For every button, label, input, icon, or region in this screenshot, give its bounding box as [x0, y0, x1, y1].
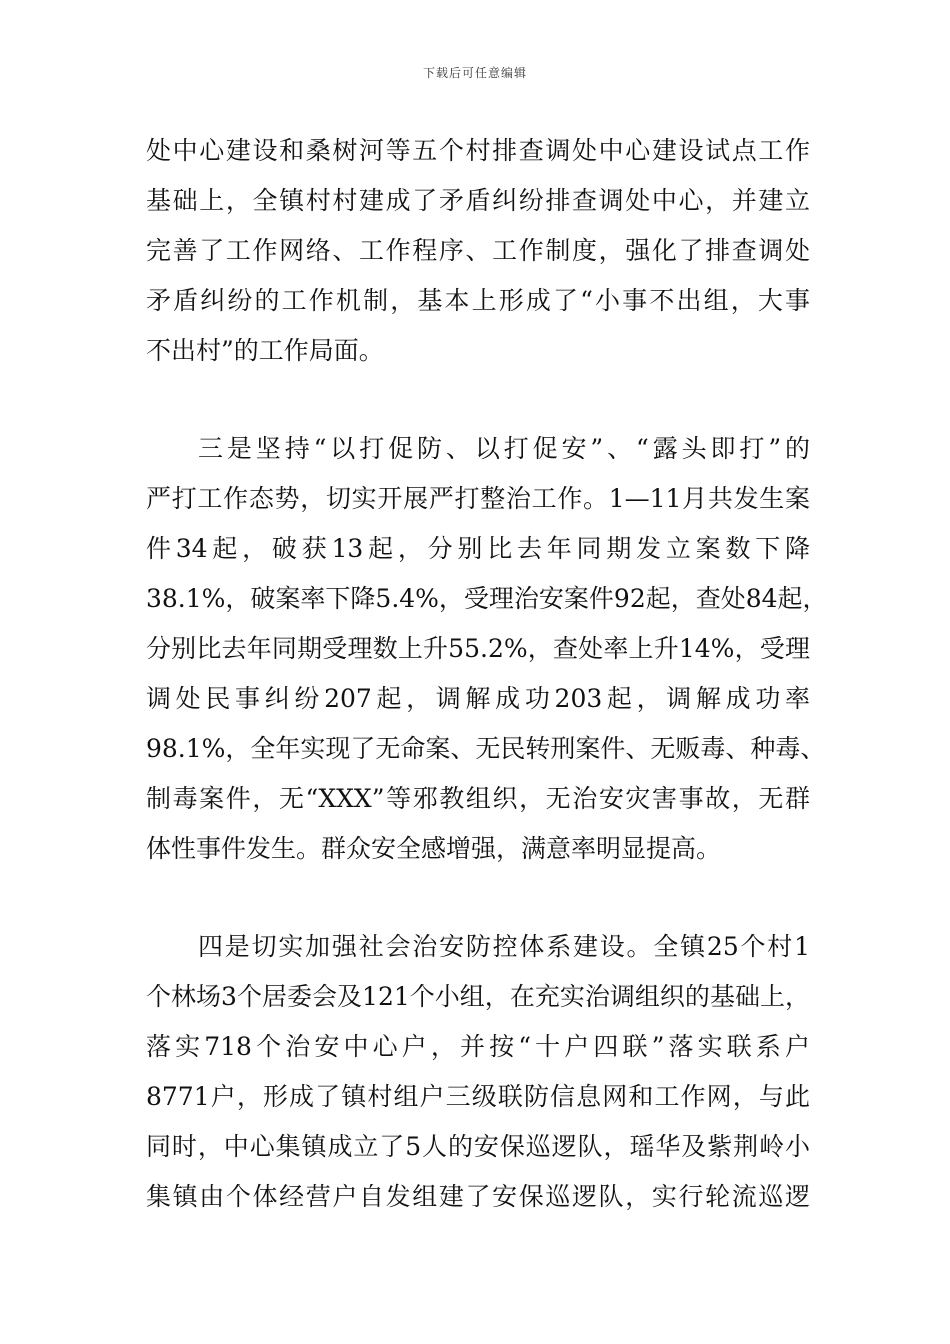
text-line: 体性事件发生。群众安全感增强，满意率明显提高。 — [146, 834, 722, 863]
text-line: 矛盾纠纷的工作机制，基本上形成了“小事不出组，大事 — [146, 286, 810, 315]
text-line: 分别比去年同期受理数上升55.2%，查处率上升14%，受理 — [146, 634, 810, 663]
text-line: 落实718个治安中心户，并按“十户四联”落实联系户 — [146, 1032, 810, 1061]
text-line: 基础上，全镇村村建成了矛盾纠纷排查调处中心，并建立 — [146, 186, 810, 215]
text-line: 完善了工作网络、工作程序、工作制度，强化了排查调处 — [146, 236, 810, 265]
text-line: 集镇由个体经营户自发组建了安保巡逻队，实行轮流巡逻 — [146, 1182, 810, 1211]
paragraph — [146, 424, 828, 874]
paragraph — [146, 126, 810, 376]
paragraph — [146, 922, 810, 1222]
text-line: 38.1%，破案率下降5.4%，受理治安案件92起，查处84起， — [146, 584, 828, 613]
paragraph-gap — [146, 874, 810, 922]
header-note: 下载后可任意编辑 — [422, 66, 527, 80]
text-line: 处中心建设和桑树河等五个村排查调处中心建设试点工作 — [146, 136, 810, 165]
text-line: 四是切实加强社会治安防控体系建设。全镇25个村1 — [198, 932, 810, 961]
text-line: 制毒案件，无“XXX”等邪教组织，无治安灾害事故，无群 — [146, 784, 810, 813]
paragraph-gap — [146, 376, 810, 424]
text-line: 严打工作态势，切实开展严打整治工作。1—11月共发生案 — [146, 484, 810, 513]
text-line: 调处民事纠纷207起，调解成功203起，调解成功率 — [146, 684, 810, 713]
text-line: 个林场3个居委会及121个小组，在充实治调组织的基础上， — [146, 982, 810, 1011]
text-line: 98.1%，全年实现了无命案、无民转刑案件、无贩毒、种毒、 — [146, 734, 826, 763]
text-line: 件34起，破获13起，分别比去年同期发立案数下降 — [146, 534, 810, 563]
text-line: 不出村”的工作局面。 — [146, 336, 384, 365]
text-line: 同时，中心集镇成立了5人的安保巡逻队，瑶华及紫荆岭小 — [146, 1132, 810, 1161]
text-line: 8771户，形成了镇村组户三级联防信息网和工作网，与此 — [146, 1082, 810, 1111]
document-body — [146, 126, 828, 1222]
text-line: 三是坚持“以打促防、以打促安”、“露头即打”的 — [198, 434, 810, 463]
